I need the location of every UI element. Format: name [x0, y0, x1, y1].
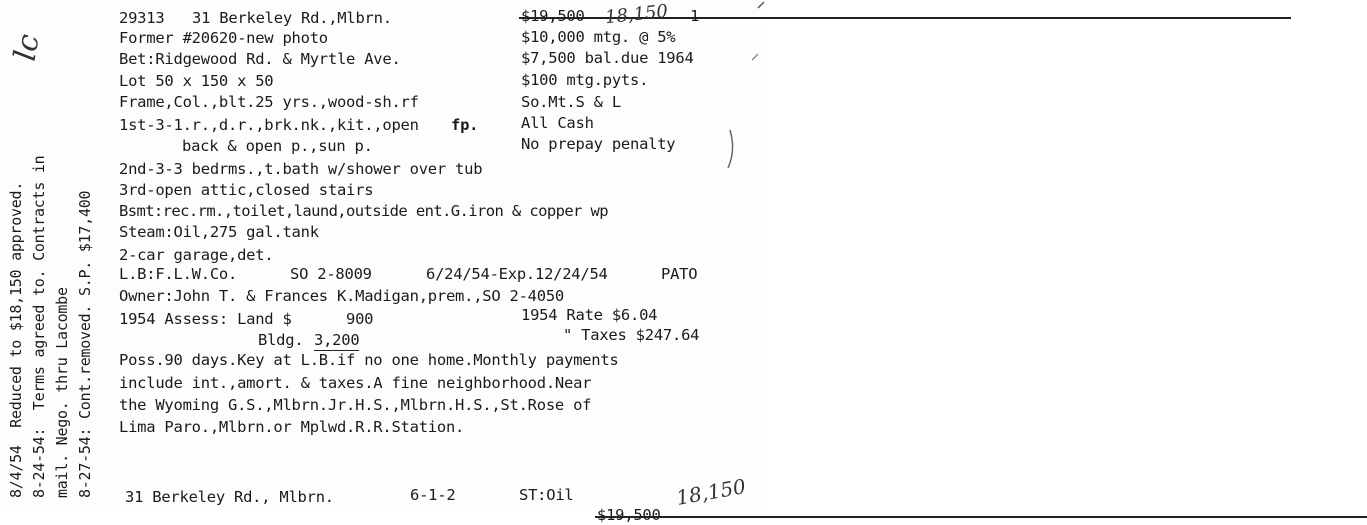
former-photo-note: Former #20620-new photo [119, 29, 328, 47]
property-address: 31 Berkeley Rd.,Mlbrn. [192, 9, 392, 27]
footer-price-handwritten: 18,150 [674, 474, 748, 510]
side-note-line-3: mail. Nego. thru Lacombe [53, 287, 71, 498]
mortgage-payments: $100 mtg.pyts. [521, 71, 649, 89]
mortgage-bank: So.Mt.S & L [521, 93, 621, 111]
basement: Bsmt:rec.rm.,toilet,laund,outside ent.G.iron & copper wp [119, 202, 608, 220]
first-floor-rooms-cont: back & open p.,sun p. [182, 137, 373, 155]
tax-rate: 1954 Rate $6.04 [521, 306, 658, 324]
prepay-note: No prepay penalty [521, 135, 676, 153]
asking-price-struck: $19,500 [521, 6, 1289, 26]
listing-broker: L.B:F.L.W.Co. [119, 265, 238, 283]
listing-dates: 6/24/54-Exp.12/24/54 [426, 265, 608, 283]
footer-heat: ST:Oil [519, 486, 574, 504]
handwritten-initials: lc [7, 31, 47, 64]
cross-streets: Bet:Ridgewood Rd. & Myrtle Ave. [119, 50, 401, 68]
remarks-line-4: Lima Paro.,Mlbrn.or Mplwd.R.R.Station. [119, 418, 465, 436]
lot-size: Lot 50 x 150 x 50 [119, 72, 274, 90]
assessment-label: 1954 Assess: Land $ [119, 310, 292, 328]
balance-due: $7,500 bal.due 1964 [521, 49, 694, 67]
building-label: Bldg. [258, 331, 304, 349]
footer-address: 31 Berkeley Rd., Mlbrn. [125, 488, 334, 506]
listing-id: 29313 [119, 9, 165, 27]
fireplace-note: fp. [451, 116, 479, 134]
listing-code: PATO [661, 265, 698, 283]
cash-note: All Cash [521, 114, 594, 132]
side-note-line-4: 8-27-54: Cont.removed. S.P. $17,400 [76, 190, 94, 498]
side-notes [2, 0, 110, 498]
mortgage: $10,000 mtg. @ 5% [521, 28, 676, 46]
side-note-line-1: 8/4/54 Reduced to $18,150 approved. [7, 181, 25, 498]
side-note-line-2: 8-24-54: Terms agreed to. Contracts in [30, 155, 48, 498]
remarks-line-1: Poss.90 days.Key at L.B.if no one home.Monthly payments [119, 351, 619, 369]
asking-price-handwritten: 18,150 [604, 0, 669, 29]
footer-price-struck: $19,500 [597, 505, 1365, 525]
remarks-line-2: include int.,amort. & taxes.A fine neighborhood.Near [119, 374, 592, 392]
card-mark: 1 [690, 7, 700, 25]
second-floor: 2nd-3-3 bedrms.,t.bath w/shower over tub [119, 160, 483, 178]
pencil-marks [700, 0, 768, 200]
land-assessment: 900 [346, 310, 374, 328]
remarks-line-3: the Wyoming G.S.,Mlbrn.Jr.H.S.,Mlbrn.H.S.,St.Rose of [119, 396, 592, 414]
owner: Owner:John T. & Frances K.Madigan,prem.,SO 2-4050 [119, 287, 565, 305]
garage: 2-car garage,det. [119, 246, 274, 264]
heating: Steam:Oil,275 gal.tank [119, 223, 319, 241]
first-floor-rooms: 1st-3-1.r.,d.r.,brk.nk.,kit.,open [119, 116, 419, 134]
taxes: " Taxes $247.64 [563, 326, 700, 344]
construction: Frame,Col.,blt.25 yrs.,wood-sh.rf [119, 93, 419, 111]
third-floor: 3rd-open attic,closed stairs [119, 181, 374, 199]
broker-phone: SO 2-8009 [290, 265, 372, 283]
footer-code: 6-1-2 [410, 486, 456, 504]
building-assessment: 3,200 [314, 331, 360, 349]
